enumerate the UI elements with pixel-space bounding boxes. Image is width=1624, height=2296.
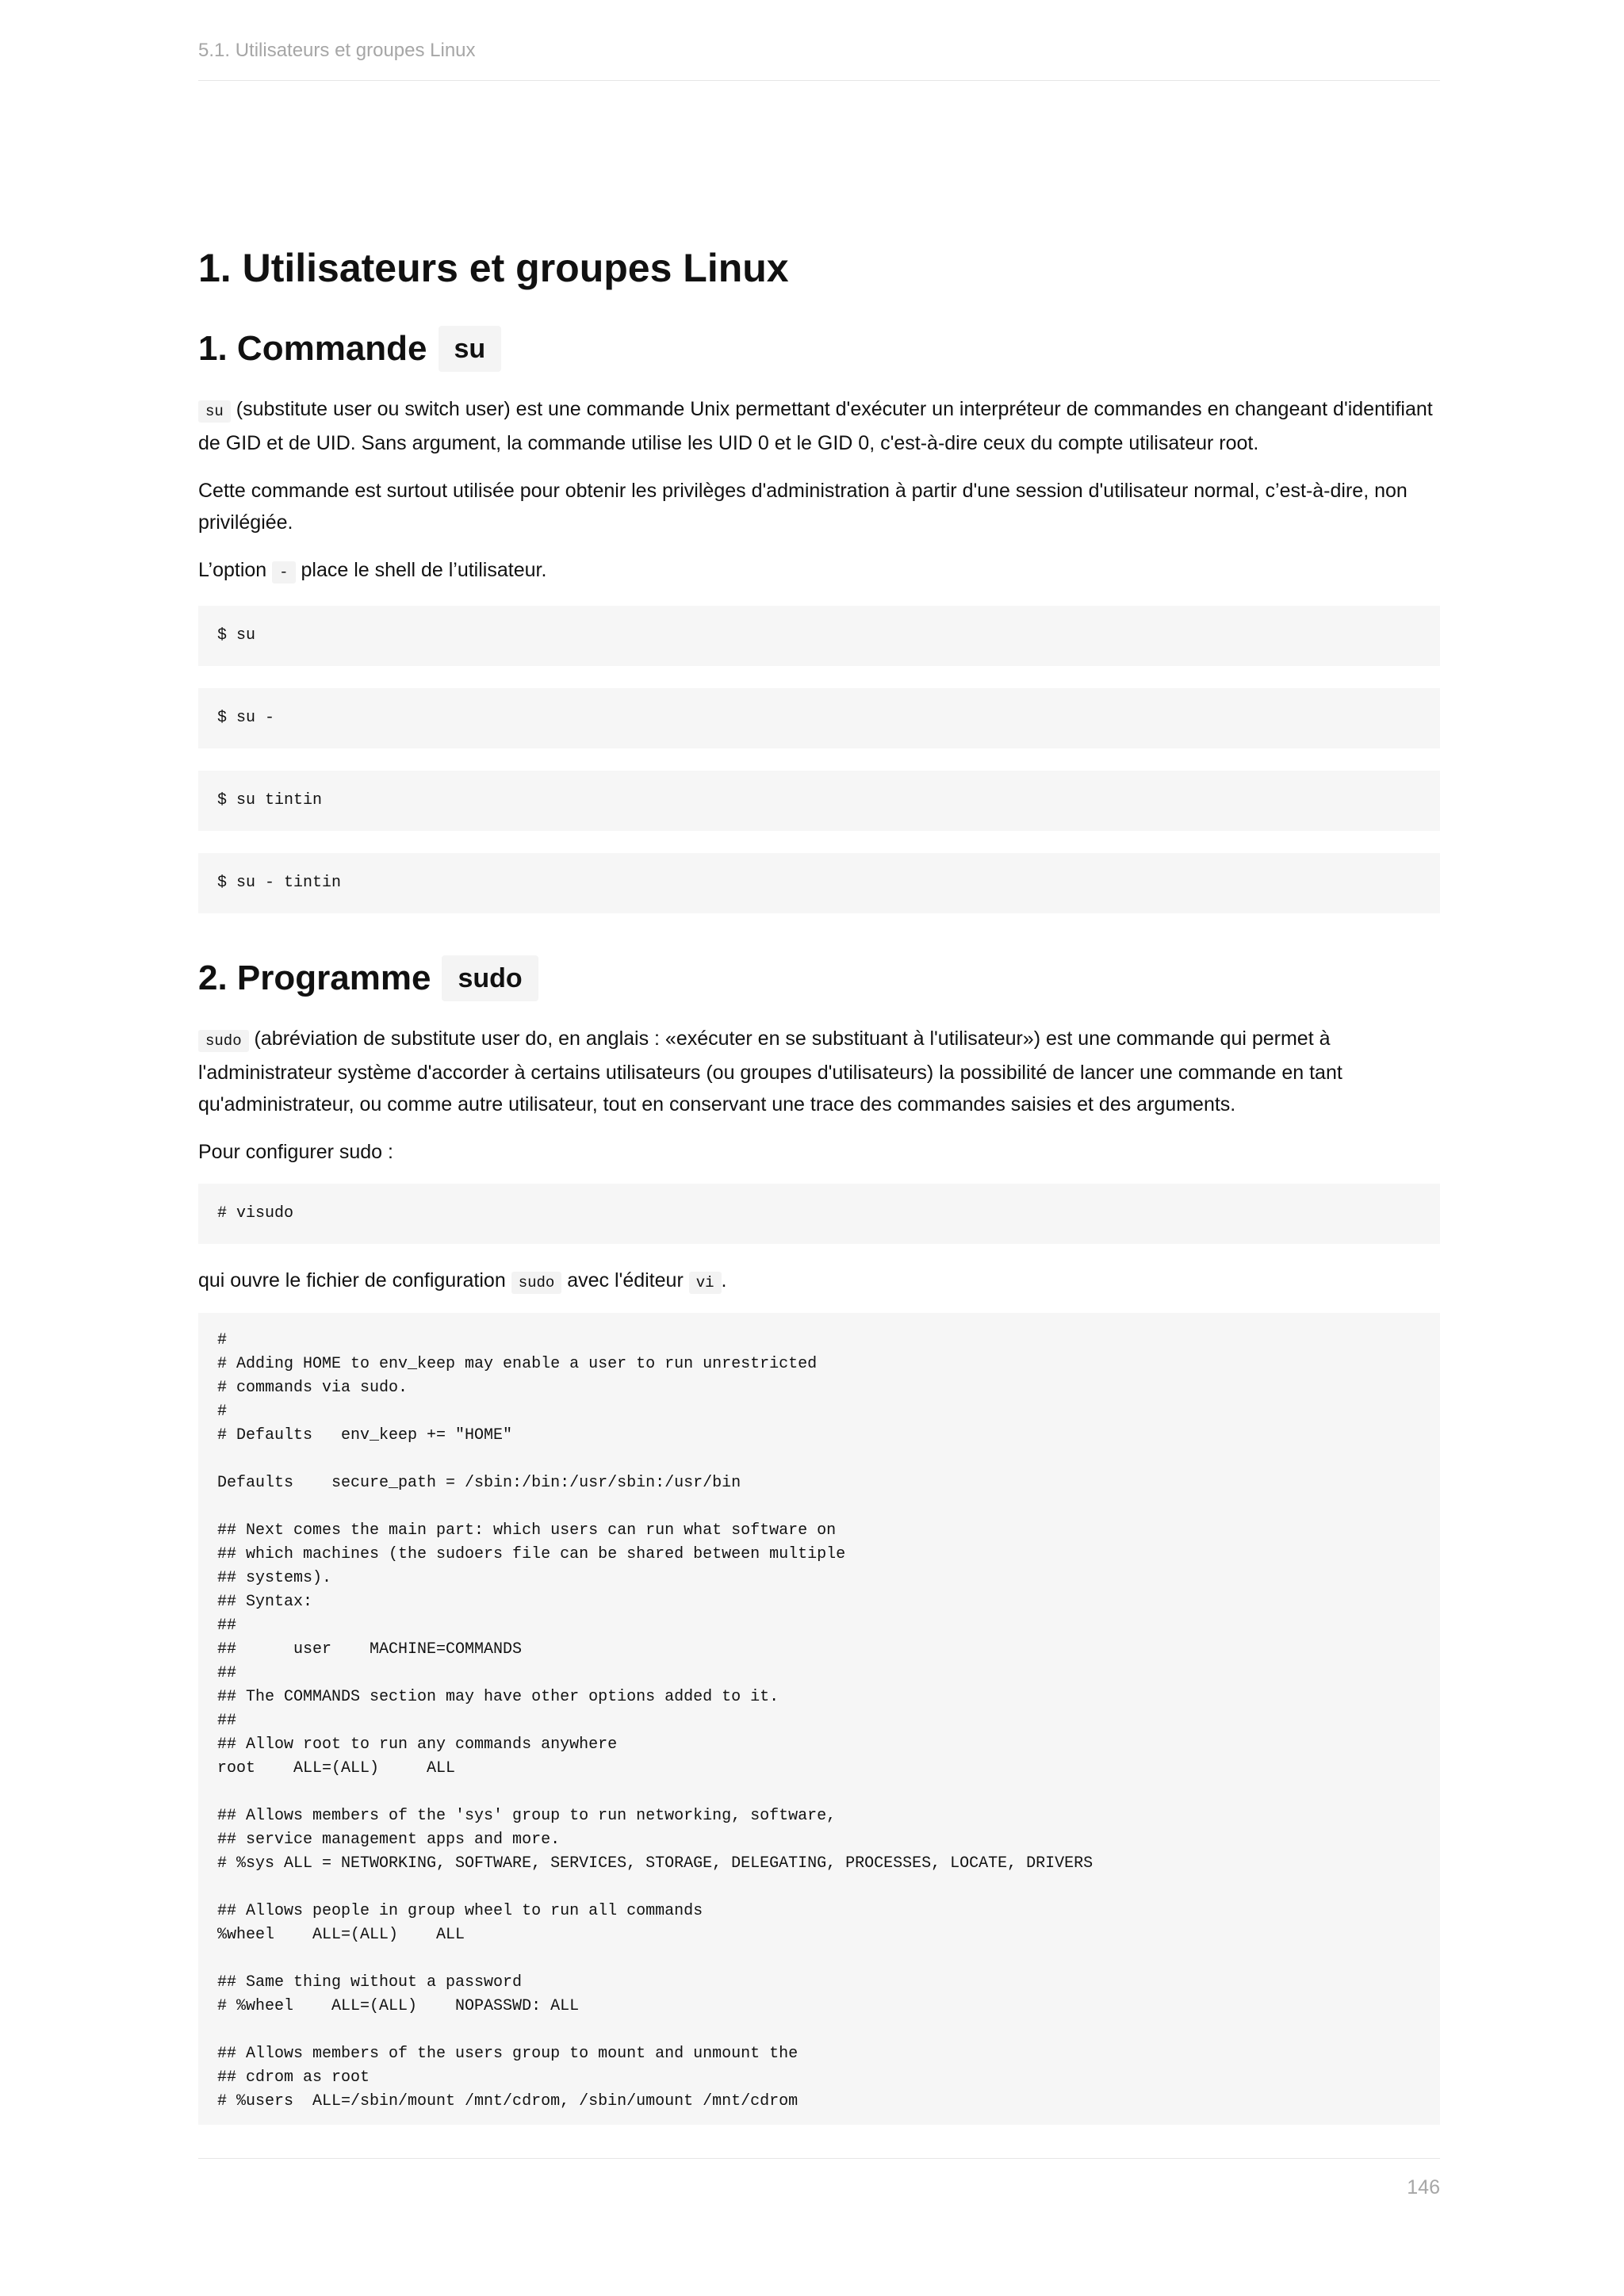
visudo-text-middle: avec l'éditeur — [561, 1269, 689, 1292]
running-header-title: 5.1. Utilisateurs et groupes Linux — [198, 40, 476, 61]
sudo-description-paragraph — [198, 1023, 1440, 1120]
visudo-text-after: . — [721, 1269, 727, 1292]
section-heading-su-text: 1. Commande — [198, 329, 427, 368]
page-footer — [198, 2158, 1440, 2198]
visudo-explanation-paragraph — [198, 1265, 1440, 1299]
section-heading-sudo-code: sudo — [442, 955, 538, 1001]
inline-code-su: su — [198, 400, 231, 423]
code-block-su-tintin: $ su tintin — [198, 771, 1440, 831]
su-option-text-before: L’option — [198, 559, 273, 581]
code-block-su-dash: $ su - — [198, 688, 1440, 748]
code-block-visudo: # visudo — [198, 1184, 1440, 1244]
sudo-configure-paragraph: Pour configurer sudo : — [198, 1141, 393, 1163]
su-description-paragraph — [198, 393, 1440, 459]
code-block-sudoers-config: # # Adding HOME to env_keep may enable a user to run unrestricted # commands via sudo. # # Defaults env_keep += "HOME" Defaults secure_path = /sbin:/bin:/usr/sbin:/usr/bin ## Next comes the main part: which users can run what software on ## which machines (the sudoers file can be shared between multiple ## systems). ## Syntax: ## ## user MACHINE=COMMANDS ## ## The COMMANDS section may have other options added to it. ## ## Allow root to run any commands anywhere root ALL=(ALL) ALL ## Allows members of the 'sys' group to run networking, software, ## service management apps and more. # %sys ALL = NETWORKING, SOFTWARE, SERVICES, STORAGE, DELEGATING, PROCESSES, LOCATE, DRIVERS ## Allows people in group wheel to run all commands %wheel ALL=(ALL) ALL ## Same thing without a password # %wheel ALL=(ALL) NOPASSWD: ALL ## Allows members of the users group to mount and unmount the ## cdrom as root # %users ALL=/sbin/mount /mnt/cdrom, /sbin/umount /mnt/cdrom — [198, 1313, 1440, 2125]
su-option-paragraph — [198, 554, 1440, 588]
inline-code-dash: - — [272, 561, 295, 584]
sudo-description-text: (abréviation de substitute user do, en anglais : «exécuter en se substituant à l'utilisateur») est une commande qui permet à l'administrateur système d'accorder à certains utilisateurs (ou groupes d'utilisateurs) la possibilité de lancer une commande en tant qu'administrateur, ou comme autre utilisateur, tout en conservant une trace des commandes saisies et des arguments. — [198, 1027, 1342, 1115]
document-content — [198, 238, 1440, 2125]
code-block-su-dash-tintin: $ su - tintin — [198, 853, 1440, 913]
section-heading-sudo — [198, 953, 1440, 1004]
inline-code-vi: vi — [689, 1272, 722, 1294]
inline-code-sudo: sudo — [198, 1030, 249, 1052]
su-description-text: (substitute user ou switch user) est une commande Unix permettant d'exécuter un interpréteur de commandes en changeant d'identifiant de GID et de UID. Sans argument, la commande utilise les UID 0 et le GID 0, c'est-à-dire ceux du compte utilisateur root. — [198, 398, 1433, 454]
section-heading-su — [198, 323, 1440, 374]
page-header — [198, 38, 1440, 81]
section-heading-sudo-text: 2. Programme — [198, 959, 431, 997]
page-number: 146 — [1407, 2176, 1440, 2198]
su-usage-paragraph: Cette commande est surtout utilisée pour obtenir les privilèges d'administration à partir d'une session d'utilisateur normal, c’est-à-dire, non privilégiée. — [198, 480, 1408, 534]
section-heading-su-code: su — [439, 326, 502, 372]
visudo-text-before: qui ouvre le fichier de configuration — [198, 1269, 511, 1292]
page-title: 1. Utilisateurs et groupes Linux — [198, 246, 789, 290]
inline-code-sudo-config: sudo — [511, 1272, 562, 1294]
su-option-text-after: place le shell de l’utilisateur. — [295, 559, 547, 581]
code-block-su: $ su — [198, 606, 1440, 666]
